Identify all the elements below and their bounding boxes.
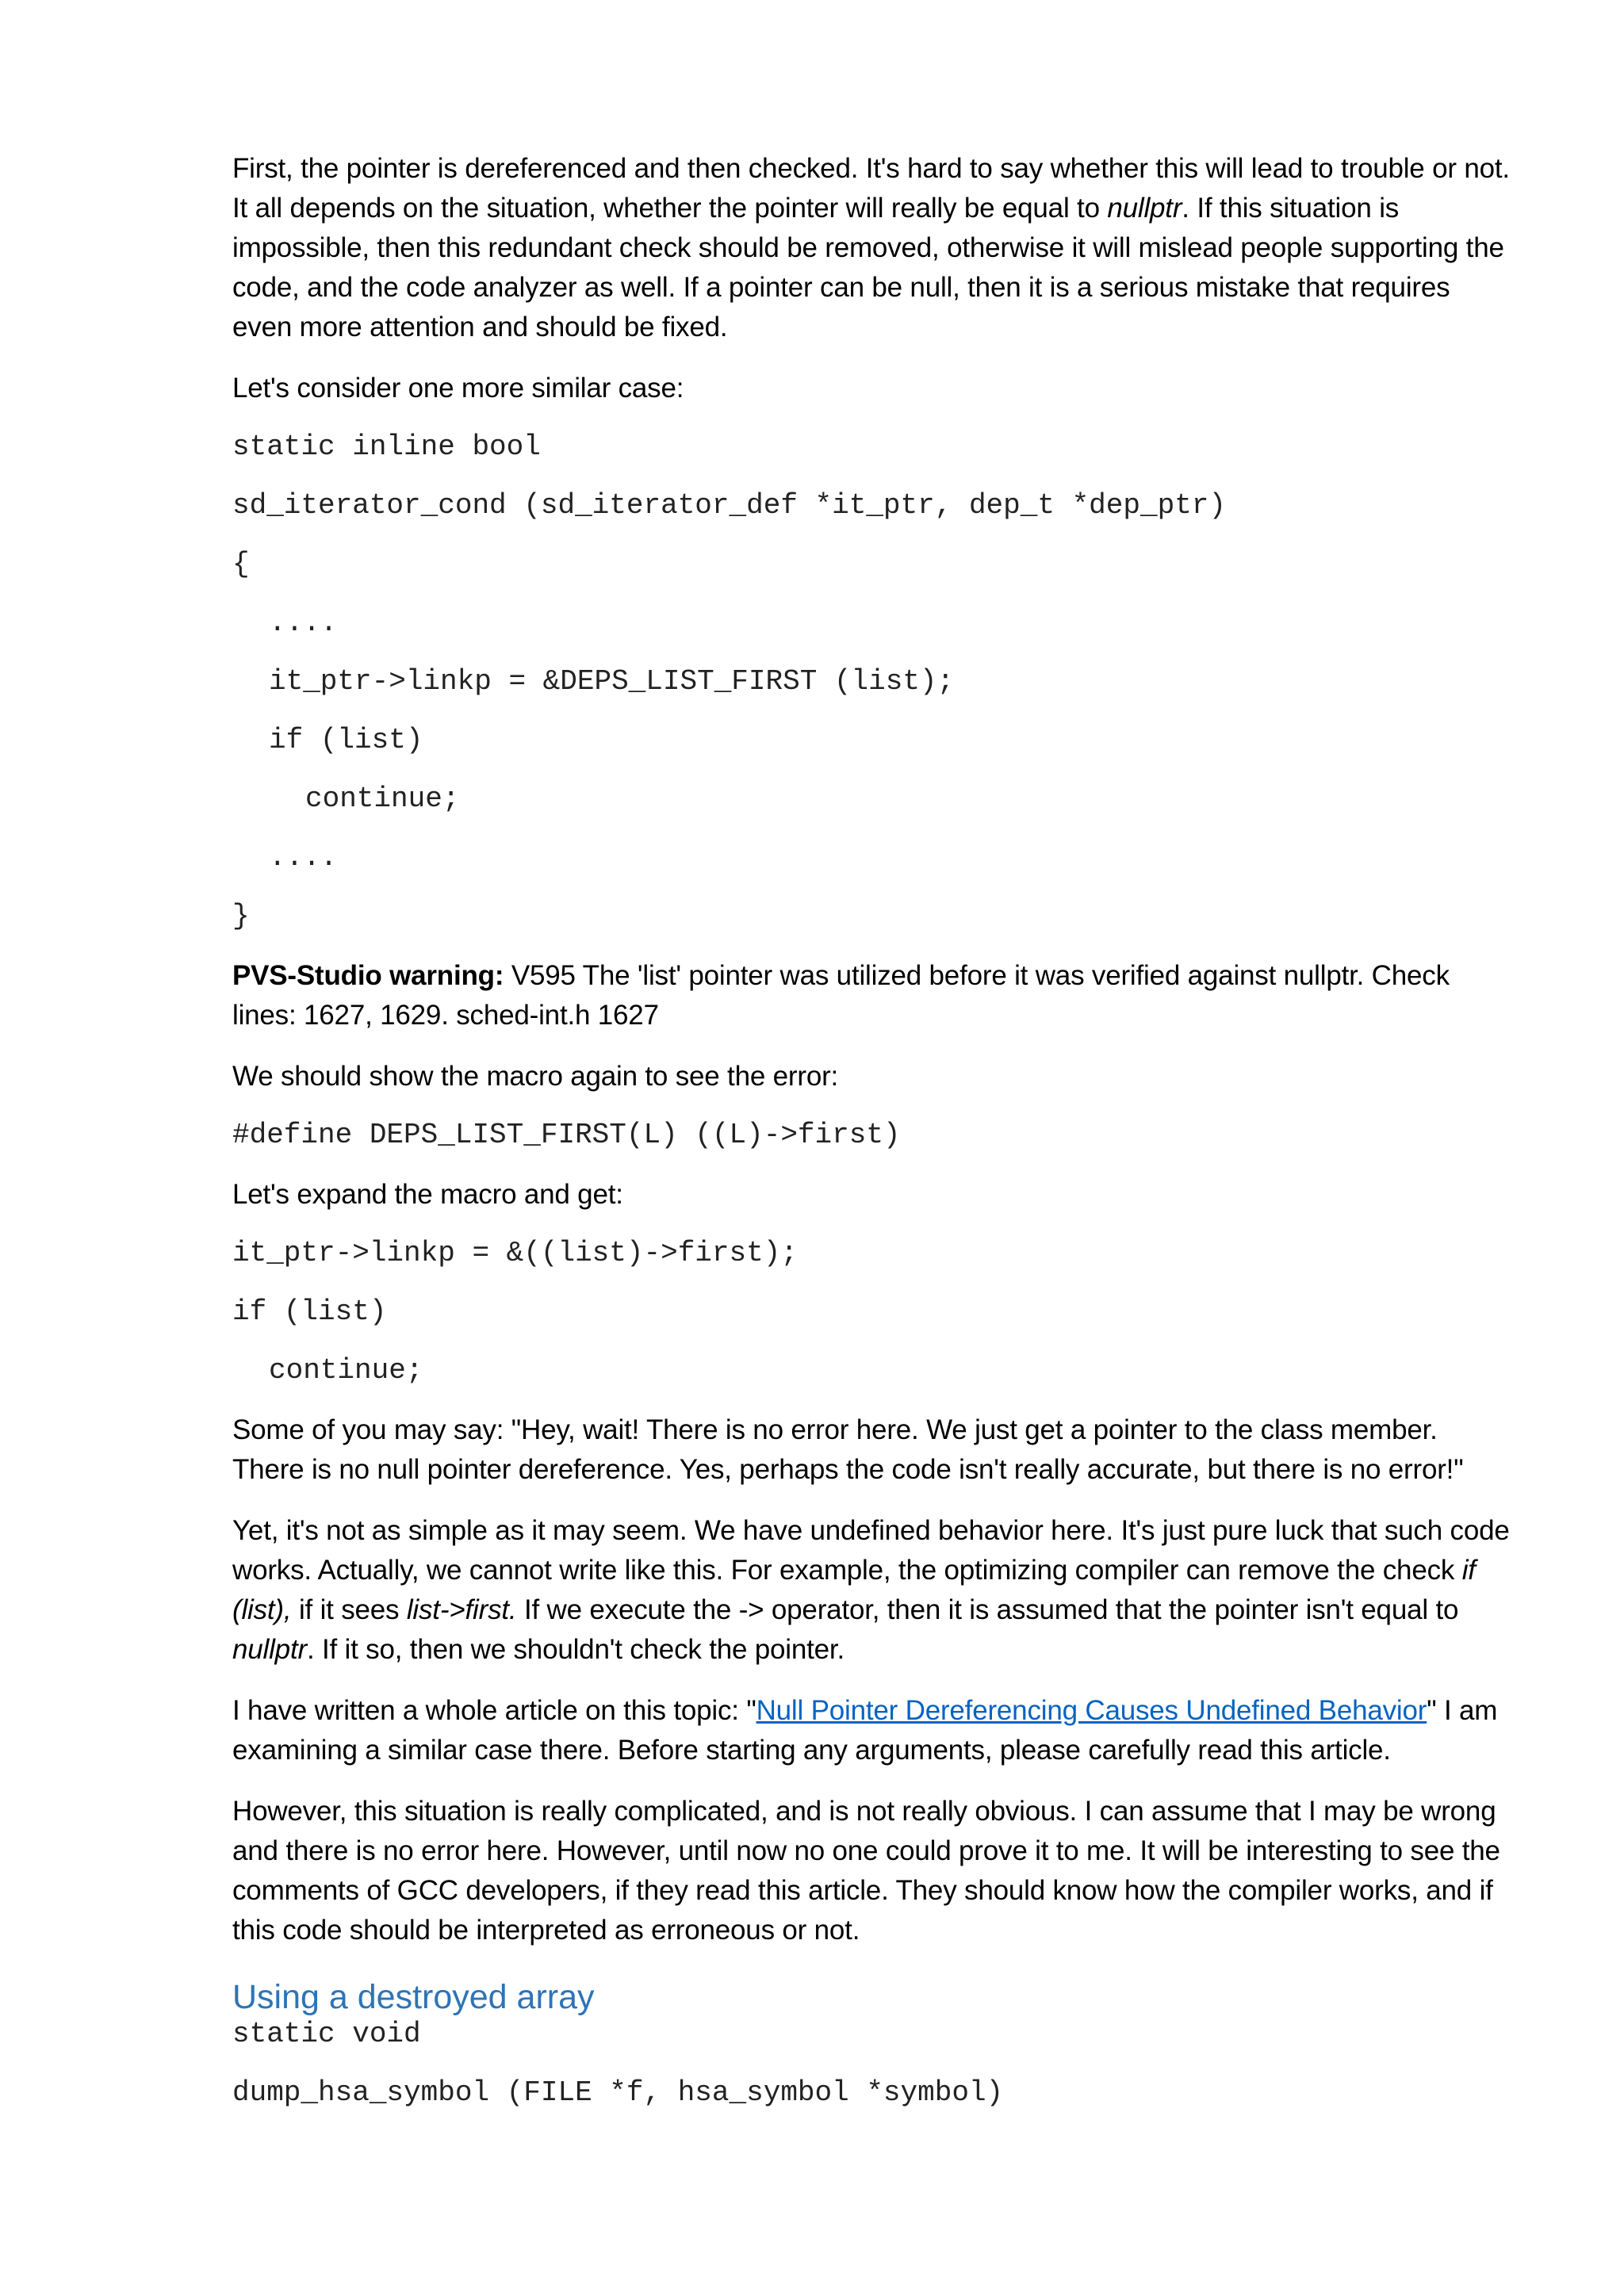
text-span: . If it so, then we shouldn't check the pointer. [306, 1634, 845, 1665]
code-line: continue; [269, 1354, 423, 1387]
paragraph-complicated: However, this situation is really complicated, and is not really obvious. I can assume that I may be wrong and there is no error here. However, until now no one could prove it to me. It will be interesting to see the comments of GCC developers, if they read this article. They should know how the compiler works, and if this code should be interpreted as erroneous or not. [232, 1796, 1500, 1946]
section-heading: Using a destroyed array [232, 1978, 595, 2016]
text-span: Yet, it's not as simple as it may seem. We have undefined behavior here. It's just pure luck that such code works. Actually, we cannot write like this. For example, the optimizing compiler can remove the check [232, 1515, 1510, 1586]
code-line: if (list) [232, 1295, 387, 1328]
text-span: I have written a whole article on this topic: " [232, 1695, 756, 1726]
paragraph-similar-case: Let's consider one more similar case: [232, 373, 684, 404]
nullptr-italic: nullptr [1107, 193, 1182, 224]
code-line: static void [232, 2018, 421, 2050]
italic-code: list->first. [406, 1594, 517, 1625]
code-block-dump-hsa [232, 2017, 1511, 2110]
code-line: it_ptr->linkp = &((list)->first); [232, 1237, 798, 1269]
article-link[interactable]: Null Pointer Dereferencing Causes Undefined Behavior [756, 1695, 1427, 1726]
paragraph-expand-macro: Let's expand the macro and get: [232, 1179, 623, 1210]
text-span: First, the pointer is dereferenced and then checked. It's hard to say whether this will lead to trouble or not. It all depends on the situation, whether the pointer will really be equal to [232, 153, 1510, 224]
code-line: static inline bool [232, 430, 541, 463]
code-line: dump_hsa_symbol (FILE *f, hsa_symbol *symbol) [232, 2076, 1004, 2109]
warning-label: PVS-Studio warning: [232, 960, 504, 991]
paragraph-objection: Some of you may say: "Hey, wait! There is no error here. We just get a pointer to the class member. There is no null pointer dereference. Yes, perhaps the code isn't really accurate, but there is no error!" [232, 1414, 1464, 1485]
code-line: .... [269, 607, 338, 639]
code-line: it_ptr->linkp = &DEPS_LIST_FIRST (list); [269, 665, 955, 698]
pvs-studio-warning [232, 956, 1511, 1035]
warning-text: V595 The 'list' pointer was utilized before it was verified against nullptr. Check lines: 1627, 1629. sched-int.h 1627 [232, 960, 1450, 1031]
paragraph-article-reference [232, 1691, 1511, 1770]
italic-code: if (list), [232, 1555, 1476, 1625]
code-line: } [232, 900, 250, 932]
code-block-expanded [232, 1236, 1511, 1388]
text-span: if it sees [291, 1594, 407, 1625]
code-line: sd_iterator_cond (sd_iterator_def *it_ptr, dep_t *dep_ptr) [232, 489, 1227, 522]
code-line: { [232, 548, 250, 580]
text-span: . If this situation is impossible, then this redundant check should be removed, otherwise it will mislead people supporting the code, and the code analyzer as well. If a pointer can be null, then it is a serious mistake that requires even more attention and should be fixed. [232, 193, 1504, 342]
code-block-sd-iterator [232, 430, 1511, 934]
code-line: .... [269, 841, 338, 874]
code-line: if (list) [269, 724, 423, 756]
paragraph-pointer-check [232, 149, 1511, 347]
paragraph-undefined-behavior [232, 1511, 1511, 1670]
code-line: continue; [305, 783, 460, 815]
italic-code: nullptr [232, 1634, 307, 1665]
document-page [232, 149, 1511, 2134]
code-macro-define: #define DEPS_LIST_FIRST(L) ((L)->first) [232, 1119, 901, 1151]
text-span: " I am examining a similar case there. Before starting any arguments, please carefully read this article. [232, 1695, 1498, 1766]
text-span: If we execute the -> operator, then it is assumed that the pointer isn't equal to [516, 1594, 1459, 1625]
paragraph-show-macro: We should show the macro again to see the error: [232, 1061, 839, 1092]
